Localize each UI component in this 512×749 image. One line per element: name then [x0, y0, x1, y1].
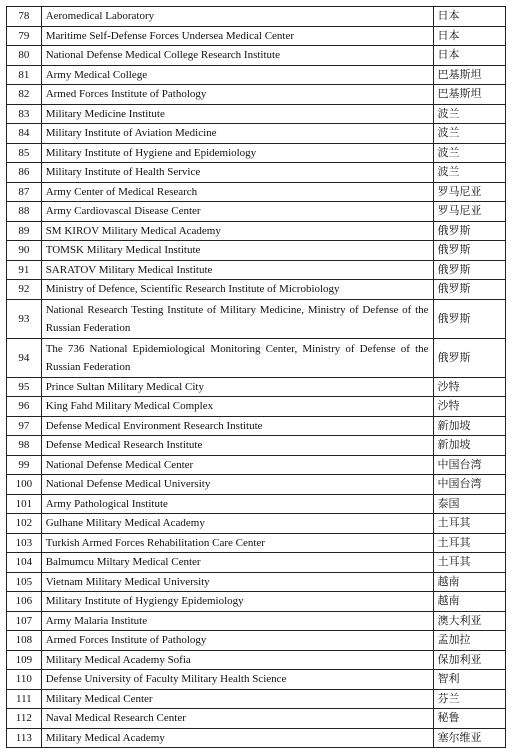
institution-name-cell: Gulhane Military Medical Academy [41, 514, 433, 534]
row-number-cell: 91 [7, 260, 42, 280]
country-cell: 巴基斯坦 [433, 85, 505, 105]
country-cell: 日本 [433, 26, 505, 46]
institution-name-cell: Army Center of Medical Research [41, 182, 433, 202]
row-number-cell: 90 [7, 241, 42, 261]
institution-name-cell: National Research Testing Institute of Military Medicine, Ministry of Defense of the Russian Federation [41, 299, 433, 338]
table-row [7, 514, 506, 534]
row-number-cell: 84 [7, 124, 42, 144]
row-number-cell: 96 [7, 397, 42, 417]
table-row [7, 163, 506, 183]
country-cell: 土耳其 [433, 533, 505, 553]
country-cell: 泰国 [433, 494, 505, 514]
table-row [7, 26, 506, 46]
table-row [7, 553, 506, 573]
table-row [7, 202, 506, 222]
row-number-cell: 99 [7, 455, 42, 475]
institution-name-cell: Military Institute of Aviation Medicine [41, 124, 433, 144]
institution-name-cell: National Defense Medical University [41, 475, 433, 495]
country-cell: 俄罗斯 [433, 299, 505, 338]
country-cell: 俄罗斯 [433, 338, 505, 377]
table-row [7, 728, 506, 748]
row-number-cell: 102 [7, 514, 42, 534]
table-row [7, 241, 506, 261]
row-number-cell: 98 [7, 436, 42, 456]
institution-name-cell: Army Pathological Institute [41, 494, 433, 514]
table-row [7, 280, 506, 300]
institution-name-cell: Turkish Armed Forces Rehabilitation Care Center [41, 533, 433, 553]
institution-name-cell: Aeromedical Laboratory [41, 7, 433, 27]
institution-name-cell: Defense Medical Environment Research Institute [41, 416, 433, 436]
country-cell: 俄罗斯 [433, 221, 505, 241]
table-row [7, 377, 506, 397]
country-cell: 日本 [433, 46, 505, 66]
institution-name-cell: Army Medical College [41, 65, 433, 85]
country-cell: 沙特 [433, 397, 505, 417]
institution-name-cell: Military Institute of Health Service [41, 163, 433, 183]
country-cell: 秘鲁 [433, 709, 505, 729]
table-row [7, 260, 506, 280]
table-row [7, 670, 506, 690]
country-cell: 芬兰 [433, 689, 505, 709]
table-row [7, 85, 506, 105]
country-cell: 土耳其 [433, 514, 505, 534]
institution-name-cell: National Defense Medical Center [41, 455, 433, 475]
table-row [7, 299, 506, 338]
row-number-cell: 88 [7, 202, 42, 222]
institution-name-cell: Defense University of Faculty Military Health Science [41, 670, 433, 690]
country-cell: 波兰 [433, 104, 505, 124]
row-number-cell: 106 [7, 592, 42, 612]
row-number-cell: 109 [7, 650, 42, 670]
table-row [7, 7, 506, 27]
institutions-table [6, 6, 506, 748]
institution-name-cell: Ministry of Defence, Scientific Research Institute of Microbiology [41, 280, 433, 300]
institution-name-cell: Military Institute of Hygiengy Epidemiology [41, 592, 433, 612]
institution-name-cell: Military Institute of Hygiene and Epidemiology [41, 143, 433, 163]
country-cell: 俄罗斯 [433, 260, 505, 280]
country-cell: 波兰 [433, 124, 505, 144]
row-number-cell: 92 [7, 280, 42, 300]
table-row [7, 124, 506, 144]
country-cell: 巴基斯坦 [433, 65, 505, 85]
table-row [7, 143, 506, 163]
institution-name-cell: King Fahd Military Medical Complex [41, 397, 433, 417]
country-cell: 保加利亚 [433, 650, 505, 670]
institution-name-cell: Prince Sultan Military Medical City [41, 377, 433, 397]
table-row [7, 65, 506, 85]
row-number-cell: 104 [7, 553, 42, 573]
institution-name-cell: Military Medicine Institute [41, 104, 433, 124]
institutions-table-body [7, 7, 506, 748]
table-row [7, 650, 506, 670]
row-number-cell: 81 [7, 65, 42, 85]
country-cell: 中国台湾 [433, 455, 505, 475]
institution-name-cell: Armed Forces Institute of Pathology [41, 631, 433, 651]
table-row [7, 416, 506, 436]
table-row [7, 611, 506, 631]
row-number-cell: 94 [7, 338, 42, 377]
country-cell: 日本 [433, 7, 505, 27]
country-cell: 罗马尼亚 [433, 182, 505, 202]
row-number-cell: 107 [7, 611, 42, 631]
table-row [7, 572, 506, 592]
country-cell: 澳大利亚 [433, 611, 505, 631]
institution-name-cell: Military Medical Center [41, 689, 433, 709]
table-row [7, 104, 506, 124]
table-row [7, 494, 506, 514]
row-number-cell: 87 [7, 182, 42, 202]
institution-name-cell: TOMSK Military Medical Institute [41, 241, 433, 261]
row-number-cell: 108 [7, 631, 42, 651]
table-row [7, 397, 506, 417]
row-number-cell: 103 [7, 533, 42, 553]
institution-name-cell: Military Medical Academy Sofia [41, 650, 433, 670]
table-row [7, 46, 506, 66]
row-number-cell: 86 [7, 163, 42, 183]
institution-name-cell: Military Medical Academy [41, 728, 433, 748]
institution-name-cell: National Defense Medical College Research Institute [41, 46, 433, 66]
table-row [7, 592, 506, 612]
country-cell: 越南 [433, 572, 505, 592]
row-number-cell: 105 [7, 572, 42, 592]
institution-name-cell: Vietnam Military Medical University [41, 572, 433, 592]
row-number-cell: 85 [7, 143, 42, 163]
institution-name-cell: Balmumcu Miltary Medical Center [41, 553, 433, 573]
country-cell: 俄罗斯 [433, 280, 505, 300]
country-cell: 罗马尼亚 [433, 202, 505, 222]
country-cell: 沙特 [433, 377, 505, 397]
row-number-cell: 113 [7, 728, 42, 748]
country-cell: 新加坡 [433, 436, 505, 456]
table-row [7, 533, 506, 553]
table-row [7, 455, 506, 475]
row-number-cell: 101 [7, 494, 42, 514]
institution-name-cell: The 736 National Epidemiological Monitoring Center, Ministry of Defense of the Russian Federation [41, 338, 433, 377]
country-cell: 波兰 [433, 143, 505, 163]
institution-name-cell: SM KIROV Military Medical Academy [41, 221, 433, 241]
table-row [7, 338, 506, 377]
institution-name-cell: Naval Medical Research Center [41, 709, 433, 729]
row-number-cell: 82 [7, 85, 42, 105]
country-cell: 中国台湾 [433, 475, 505, 495]
row-number-cell: 100 [7, 475, 42, 495]
table-row [7, 631, 506, 651]
country-cell: 孟加拉 [433, 631, 505, 651]
institution-name-cell: Defense Medical Research Institute [41, 436, 433, 456]
row-number-cell: 78 [7, 7, 42, 27]
institution-name-cell: Armed Forces Institute of Pathology [41, 85, 433, 105]
country-cell: 土耳其 [433, 553, 505, 573]
row-number-cell: 95 [7, 377, 42, 397]
country-cell: 俄罗斯 [433, 241, 505, 261]
institution-name-cell: Army Malaria Institute [41, 611, 433, 631]
row-number-cell: 80 [7, 46, 42, 66]
table-row [7, 709, 506, 729]
country-cell: 越南 [433, 592, 505, 612]
row-number-cell: 110 [7, 670, 42, 690]
country-cell: 波兰 [433, 163, 505, 183]
row-number-cell: 111 [7, 689, 42, 709]
row-number-cell: 89 [7, 221, 42, 241]
country-cell: 塞尔维亚 [433, 728, 505, 748]
row-number-cell: 93 [7, 299, 42, 338]
country-cell: 智利 [433, 670, 505, 690]
row-number-cell: 97 [7, 416, 42, 436]
table-row [7, 221, 506, 241]
row-number-cell: 83 [7, 104, 42, 124]
country-cell: 新加坡 [433, 416, 505, 436]
table-row [7, 436, 506, 456]
table-row [7, 182, 506, 202]
institution-name-cell: SARATOV Military Medical Institute [41, 260, 433, 280]
table-row [7, 475, 506, 495]
institution-name-cell: Maritime Self-Defense Forces Undersea Medical Center [41, 26, 433, 46]
table-row [7, 689, 506, 709]
row-number-cell: 79 [7, 26, 42, 46]
row-number-cell: 112 [7, 709, 42, 729]
institution-name-cell: Army Cardiovascal Disease Center [41, 202, 433, 222]
